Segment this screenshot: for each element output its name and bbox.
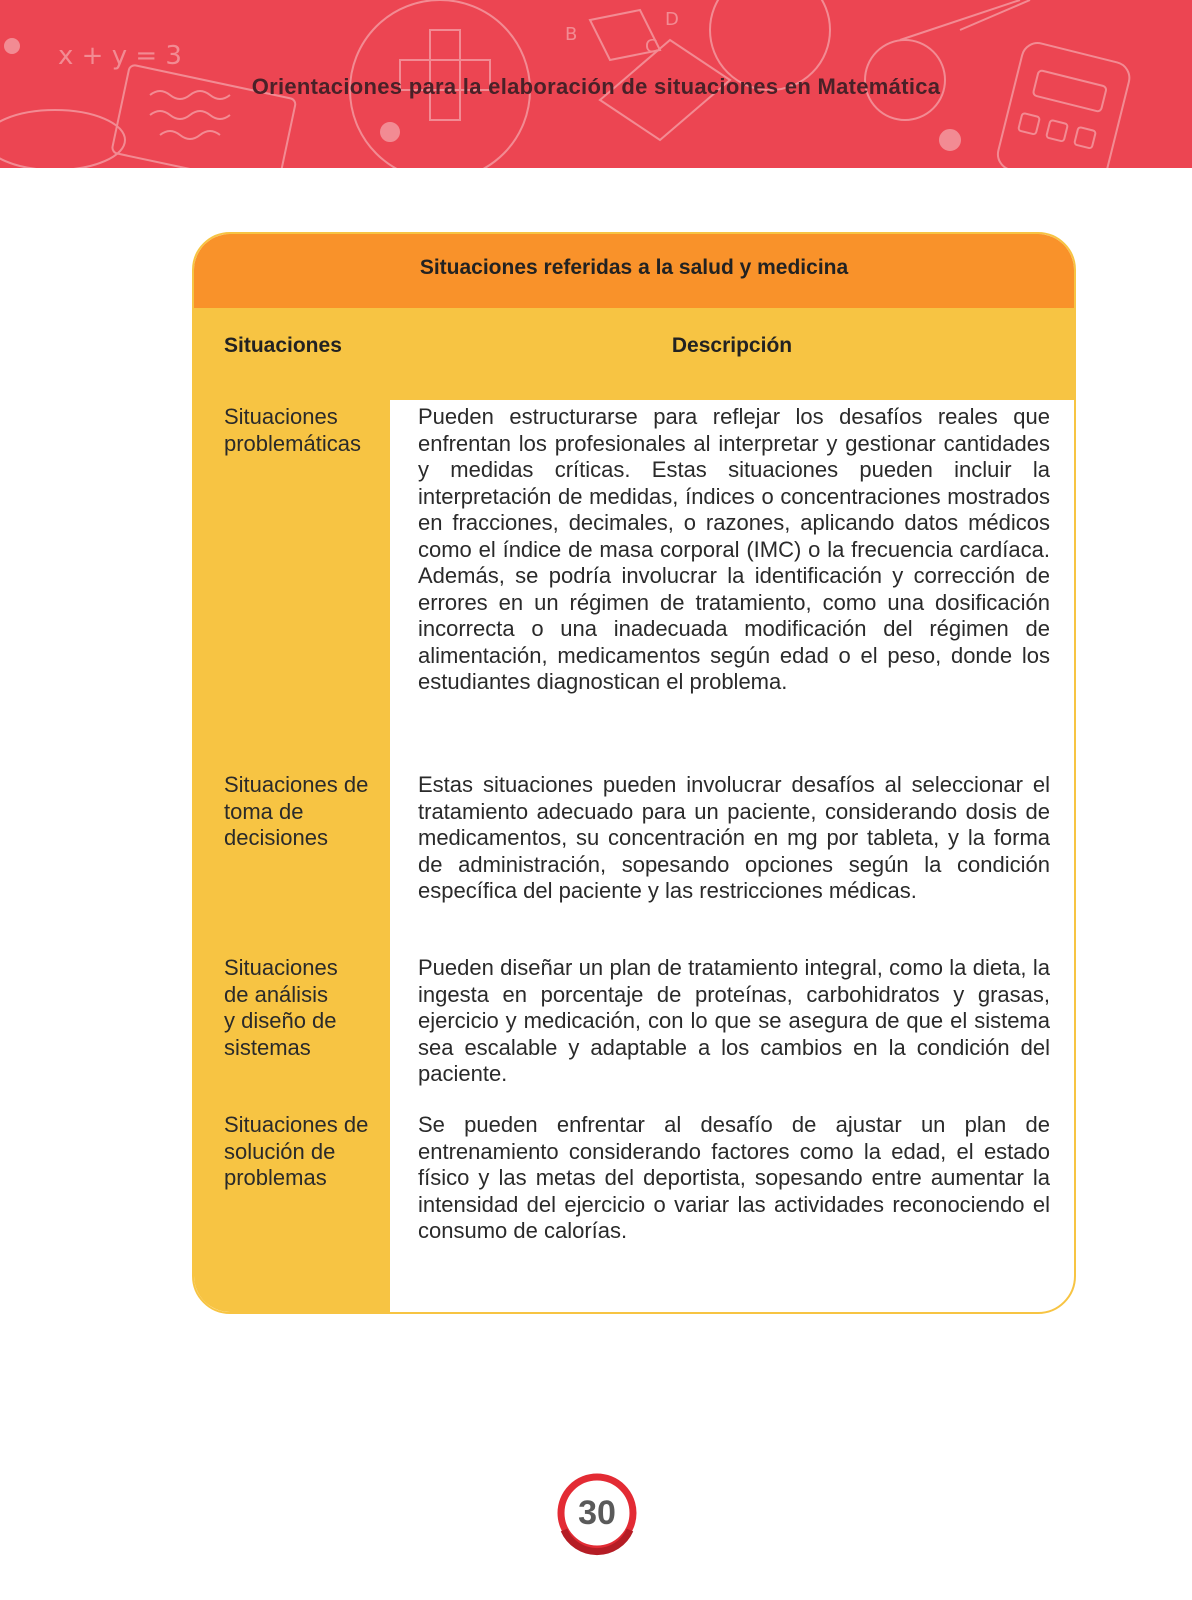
row-4-descripcion: Se pueden enfrentar al desafío de ajustar un plan de entrenamiento considerando factores como la edad, el estado físico y las metas del deportista, sopesando entre aumentar la intensidad del ejercicio o variar las actividades reconociendo el consumo de calorías. [418, 1112, 1050, 1243]
row-2-situacion: Situaciones de toma de decisiones [224, 772, 369, 850]
svg-text:B: B [565, 24, 578, 45]
svg-text:C: C [645, 36, 658, 57]
column-header-descripcion: Descripción [671, 334, 793, 357]
table-title: Situaciones referidas a la salud y medicina [419, 256, 849, 279]
column-header-situaciones: Situaciones [224, 334, 342, 357]
row-4-situacion: Situaciones de solución de problemas [224, 1112, 369, 1190]
row-2-descripcion: Estas situaciones pueden involucrar desafíos al seleccionar el tratamiento adecuado para un paciente, considerando dosis de medicamentos, su concentración en mg por tableta, y la forma de administración, sopesando opciones según la condición específica del paciente y las restricciones médicas. [418, 772, 1050, 903]
row-3-situacion: Situaciones de análisis y diseño de sistemas [224, 955, 338, 1060]
situations-table-card [192, 232, 1076, 1314]
table-title-bar [194, 234, 1074, 308]
row-3-descripcion: Pueden diseñar un plan de tratamiento integral, como la dieta, la ingesta en porcentaje de proteínas, carbohidratos y grasas, ejercicio y medicación, con lo que se asegura de que el sistema sea escalable y adaptable a los cambios en la condición del paciente. [418, 955, 1050, 1086]
page-number-badge [554, 1470, 640, 1556]
header-banner [0, 0, 1192, 168]
svg-text:x + y = 3: x + y = 3 [58, 41, 182, 71]
document-header-title: Orientaciones para la elaboración de situaciones en Matemática [251, 74, 941, 99]
page-number: 30 [578, 1494, 616, 1532]
row-1-situacion: Situaciones problemáticas [224, 404, 361, 456]
row-1-descripcion: Pueden estructurarse para reflejar los desafíos reales que enfrentan los profesionales al interpretar y gestionar cantidades y medidas críticas. Estas situaciones pueden incluir la interpretación de medidas, índices o concentraciones mostrados en fracciones, decimales, o razones, aplicando datos médicos como el índice de masa corporal (IMC) o la frecuencia cardíaca. Además, se podría involucrar la identificación y corrección de errores en un régimen de tratamiento, como una dosificación incorrecta o una inadecuada modificación del régimen de alimentación, medicamentos según edad o el peso, donde los estudiantes diagnostican el problema. [418, 404, 1050, 694]
svg-text:D: D [665, 9, 679, 30]
